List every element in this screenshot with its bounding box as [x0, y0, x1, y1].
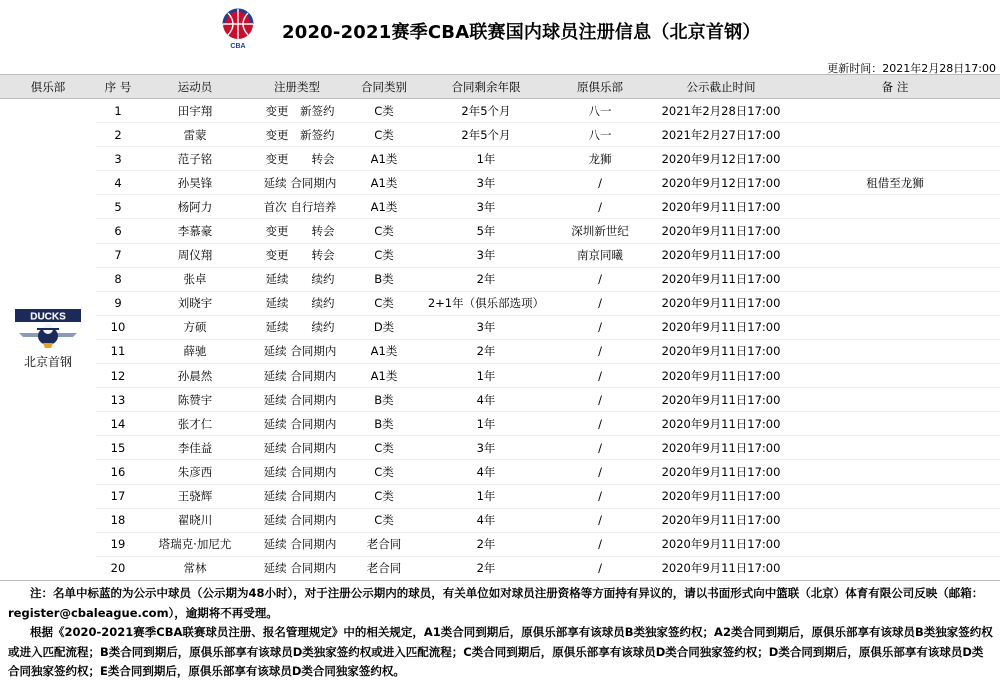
- row-orig-club: /: [548, 315, 652, 339]
- row-contract-cat: C类: [344, 219, 424, 243]
- row-deadline: 2020年9月11日17:00: [652, 195, 790, 219]
- col-header-deadline: 公示截止时间: [652, 75, 790, 99]
- row-player: 陈赞宇: [140, 388, 250, 412]
- row-years-left: 4年: [424, 460, 548, 484]
- row-remark: [790, 556, 1000, 580]
- col-header-orig-club: 原俱乐部: [548, 75, 652, 99]
- note-objection: 注：名单中标蓝的为公示中球员（公示期为48小时），对于注册公示期内的球员，有关单位如对球员注册资格等方面持有异议的，请以书面形式向中篮联（北京）体育有限公司反映（邮箱：register@cbaleague.com），逾期将不再受理。: [8, 586, 984, 620]
- row-deadline: 2020年9月11日17:00: [652, 412, 790, 436]
- row-reg-type: 延续 合同期内: [250, 412, 344, 436]
- row-reg-type: 延续 合同期内: [250, 532, 344, 556]
- row-contract-cat: C类: [344, 99, 424, 123]
- row-no: 19: [96, 532, 140, 556]
- row-remark: [790, 436, 1000, 460]
- row-no: 5: [96, 195, 140, 219]
- row-years-left: 1年: [424, 484, 548, 508]
- page-header: [0, 0, 1000, 60]
- row-contract-cat: C类: [344, 123, 424, 147]
- row-contract-cat: D类: [344, 315, 424, 339]
- row-remark: [790, 532, 1000, 556]
- row-deadline: 2020年9月11日17:00: [652, 460, 790, 484]
- row-remark: [790, 219, 1000, 243]
- note-regulation: 根据《2020-2021赛季CBA联赛球员注册、报名管理规定》中的相关规定，A1类合同到期后，原俱乐部享有该球员B类独家签约权；A2类合同到期后，原俱乐部享有该球员B类独家签约权或进入匹配流程；B类合同到期后，原俱乐部享有该球员D类独家签约权或进入匹配流程；C类合同到期后，原俱乐部享有该球员D类合同独家签约权；D类合同到期后，原俱乐部享有该球员D类合同独家签约权；E类合同到期后，原俱乐部享有该球员D类合同独家签约权。: [8, 625, 993, 678]
- row-no: 1: [96, 99, 140, 123]
- row-no: 3: [96, 147, 140, 171]
- row-player: 孙晨然: [140, 364, 250, 388]
- table-row: [0, 339, 1000, 363]
- row-reg-type: 变更 转会: [250, 243, 344, 267]
- row-orig-club: 八一: [548, 123, 652, 147]
- cba-logo-text: CBA: [230, 43, 246, 50]
- row-player: 李佳益: [140, 436, 250, 460]
- row-player: 周仪翔: [140, 243, 250, 267]
- row-years-left: 3年: [424, 436, 548, 460]
- row-reg-type: 变更 转会: [250, 219, 344, 243]
- row-remark: [790, 460, 1000, 484]
- table-row: [0, 99, 1000, 123]
- row-no: 6: [96, 219, 140, 243]
- table-row: [0, 460, 1000, 484]
- row-player: 翟晓川: [140, 508, 250, 532]
- row-contract-cat: C类: [344, 291, 424, 315]
- row-years-left: 2年5个月: [424, 99, 548, 123]
- row-reg-type: 延续 续约: [250, 291, 344, 315]
- row-contract-cat: A1类: [344, 147, 424, 171]
- row-orig-club: /: [548, 339, 652, 363]
- row-no: 16: [96, 460, 140, 484]
- row-no: 17: [96, 484, 140, 508]
- row-remark: [790, 195, 1000, 219]
- table-row: [0, 219, 1000, 243]
- row-player: 张卓: [140, 267, 250, 291]
- row-no: 11: [96, 339, 140, 363]
- table-row: [0, 364, 1000, 388]
- row-remark: [790, 508, 1000, 532]
- row-deadline: 2020年9月12日17:00: [652, 171, 790, 195]
- row-orig-club: /: [548, 460, 652, 484]
- col-header-player: 运动员: [140, 75, 250, 99]
- row-contract-cat: C类: [344, 508, 424, 532]
- row-contract-cat: B类: [344, 267, 424, 291]
- row-reg-type: 延续 续约: [250, 267, 344, 291]
- row-no: 7: [96, 243, 140, 267]
- row-remark: [790, 291, 1000, 315]
- row-remark: [790, 364, 1000, 388]
- row-remark: 租借至龙狮: [790, 171, 1000, 195]
- club-name: 北京首钢: [23, 354, 72, 369]
- col-header-years-left: 合同剩余年限: [424, 75, 548, 99]
- row-orig-club: /: [548, 195, 652, 219]
- row-player: 常林: [140, 556, 250, 580]
- row-no: 14: [96, 412, 140, 436]
- row-orig-club: /: [548, 556, 652, 580]
- ducks-logo-text: DUCKS: [30, 311, 66, 323]
- row-player: 方硕: [140, 315, 250, 339]
- row-contract-cat: A1类: [344, 339, 424, 363]
- table-row: [0, 243, 1000, 267]
- row-years-left: 3年: [424, 195, 548, 219]
- notes-section: [8, 584, 994, 682]
- row-reg-type: 延续 合同期内: [250, 508, 344, 532]
- table-row: [0, 315, 1000, 339]
- row-player: 李慕豪: [140, 219, 250, 243]
- row-years-left: 2年: [424, 532, 548, 556]
- row-contract-cat: C类: [344, 436, 424, 460]
- row-reg-type: 延续 合同期内: [250, 339, 344, 363]
- row-no: 13: [96, 388, 140, 412]
- row-deadline: 2020年9月11日17:00: [652, 243, 790, 267]
- table-row: [0, 123, 1000, 147]
- row-deadline: 2020年9月11日17:00: [652, 339, 790, 363]
- row-contract-cat: 老合同: [344, 556, 424, 580]
- row-remark: [790, 123, 1000, 147]
- row-years-left: 2年: [424, 267, 548, 291]
- table-header-row: [0, 75, 1000, 99]
- row-no: 10: [96, 315, 140, 339]
- row-deadline: 2020年9月11日17:00: [652, 219, 790, 243]
- row-contract-cat: A1类: [344, 195, 424, 219]
- row-years-left: 1年: [424, 412, 548, 436]
- col-header-contract-cat: 合同类别: [344, 75, 424, 99]
- row-reg-type: 延续 合同期内: [250, 436, 344, 460]
- col-header-remark: 备 注: [790, 75, 1000, 99]
- row-orig-club: /: [548, 291, 652, 315]
- table-row: [0, 484, 1000, 508]
- table-row: [0, 171, 1000, 195]
- row-deadline: 2020年9月11日17:00: [652, 508, 790, 532]
- row-remark: [790, 267, 1000, 291]
- club-cell: [0, 99, 96, 581]
- row-reg-type: 首次 自行培养: [250, 195, 344, 219]
- update-time: 更新时间：2021年2月28日17:00: [827, 62, 996, 75]
- row-player: 薛驰: [140, 339, 250, 363]
- row-contract-cat: B类: [344, 388, 424, 412]
- row-contract-cat: 老合同: [344, 532, 424, 556]
- row-no: 18: [96, 508, 140, 532]
- row-deadline: 2020年9月11日17:00: [652, 364, 790, 388]
- row-years-left: 2年5个月: [424, 123, 548, 147]
- row-deadline: 2020年9月11日17:00: [652, 484, 790, 508]
- roster-body: [0, 99, 1000, 581]
- row-no: 8: [96, 267, 140, 291]
- table-row: [0, 291, 1000, 315]
- row-deadline: 2020年9月11日17:00: [652, 436, 790, 460]
- row-contract-cat: B类: [344, 412, 424, 436]
- row-reg-type: 延续 合同期内: [250, 460, 344, 484]
- ducks-logo-icon: [15, 309, 81, 349]
- row-contract-cat: A1类: [344, 171, 424, 195]
- row-player: 刘晓宇: [140, 291, 250, 315]
- row-remark: [790, 412, 1000, 436]
- row-deadline: 2020年9月11日17:00: [652, 315, 790, 339]
- row-orig-club: /: [548, 267, 652, 291]
- row-player: 杨阿力: [140, 195, 250, 219]
- row-contract-cat: A1类: [344, 364, 424, 388]
- row-deadline: 2020年9月11日17:00: [652, 291, 790, 315]
- row-no: 4: [96, 171, 140, 195]
- table-row: [0, 388, 1000, 412]
- row-years-left: 3年: [424, 243, 548, 267]
- table-row: [0, 532, 1000, 556]
- row-orig-club: /: [548, 436, 652, 460]
- page-title: 2020-2021赛季CBA联赛国内球员注册信息（北京首钢）: [282, 22, 761, 43]
- row-deadline: 2020年9月11日17:00: [652, 532, 790, 556]
- row-player: 雷蒙: [140, 123, 250, 147]
- row-remark: [790, 147, 1000, 171]
- row-orig-club: /: [548, 412, 652, 436]
- col-header-reg-type: 注册类型: [250, 75, 344, 99]
- row-years-left: 4年: [424, 508, 548, 532]
- row-years-left: 4年: [424, 388, 548, 412]
- row-reg-type: 延续 合同期内: [250, 388, 344, 412]
- row-remark: [790, 315, 1000, 339]
- row-years-left: 5年: [424, 219, 548, 243]
- table-row: [0, 147, 1000, 171]
- row-remark: [790, 484, 1000, 508]
- row-deadline: 2020年9月12日17:00: [652, 147, 790, 171]
- row-no: 9: [96, 291, 140, 315]
- row-deadline: 2020年9月11日17:00: [652, 267, 790, 291]
- row-orig-club: /: [548, 508, 652, 532]
- row-orig-club: 龙狮: [548, 147, 652, 171]
- row-no: 2: [96, 123, 140, 147]
- row-years-left: 2+1年（俱乐部选项）: [424, 291, 548, 315]
- row-years-left: 1年: [424, 364, 548, 388]
- row-years-left: 1年: [424, 147, 548, 171]
- row-player: 孙昊锋: [140, 171, 250, 195]
- row-years-left: 3年: [424, 171, 548, 195]
- row-contract-cat: C类: [344, 484, 424, 508]
- table-row: [0, 556, 1000, 580]
- row-contract-cat: C类: [344, 243, 424, 267]
- row-deadline: 2021年2月27日17:00: [652, 123, 790, 147]
- row-player: 张才仁: [140, 412, 250, 436]
- row-orig-club: /: [548, 532, 652, 556]
- row-no: 20: [96, 556, 140, 580]
- row-orig-club: /: [548, 484, 652, 508]
- row-reg-type: 延续 续约: [250, 315, 344, 339]
- row-reg-type: 变更 新签约: [250, 99, 344, 123]
- row-reg-type: 延续 合同期内: [250, 364, 344, 388]
- row-player: 塔瑞克·加尼尤: [140, 532, 250, 556]
- row-years-left: 2年: [424, 339, 548, 363]
- row-deadline: 2020年9月11日17:00: [652, 556, 790, 580]
- row-remark: [790, 243, 1000, 267]
- row-remark: [790, 339, 1000, 363]
- table-row: [0, 436, 1000, 460]
- row-player: 王骁辉: [140, 484, 250, 508]
- row-years-left: 3年: [424, 315, 548, 339]
- col-header-no: 序 号: [96, 75, 140, 99]
- row-orig-club: /: [548, 388, 652, 412]
- table-row: [0, 412, 1000, 436]
- row-years-left: 2年: [424, 556, 548, 580]
- cba-logo-icon: [218, 6, 258, 50]
- row-deadline: 2020年9月11日17:00: [652, 388, 790, 412]
- row-contract-cat: C类: [344, 460, 424, 484]
- row-player: 田宇翔: [140, 99, 250, 123]
- row-reg-type: 延续 合同期内: [250, 484, 344, 508]
- roster-table: [0, 74, 1000, 581]
- row-reg-type: 变更 新签约: [250, 123, 344, 147]
- table-row: [0, 267, 1000, 291]
- row-no: 15: [96, 436, 140, 460]
- row-reg-type: 延续 合同期内: [250, 556, 344, 580]
- row-deadline: 2021年2月28日17:00: [652, 99, 790, 123]
- row-player: 朱彦西: [140, 460, 250, 484]
- row-orig-club: 深圳新世纪: [548, 219, 652, 243]
- table-row: [0, 508, 1000, 532]
- row-remark: [790, 99, 1000, 123]
- row-remark: [790, 388, 1000, 412]
- col-header-club: 俱乐部: [0, 75, 96, 99]
- row-reg-type: 变更 转会: [250, 147, 344, 171]
- row-orig-club: /: [548, 171, 652, 195]
- row-reg-type: 延续 合同期内: [250, 171, 344, 195]
- table-row: [0, 195, 1000, 219]
- row-orig-club: /: [548, 364, 652, 388]
- row-no: 12: [96, 364, 140, 388]
- row-orig-club: 八一: [548, 99, 652, 123]
- row-orig-club: 南京同曦: [548, 243, 652, 267]
- row-player: 范子铭: [140, 147, 250, 171]
